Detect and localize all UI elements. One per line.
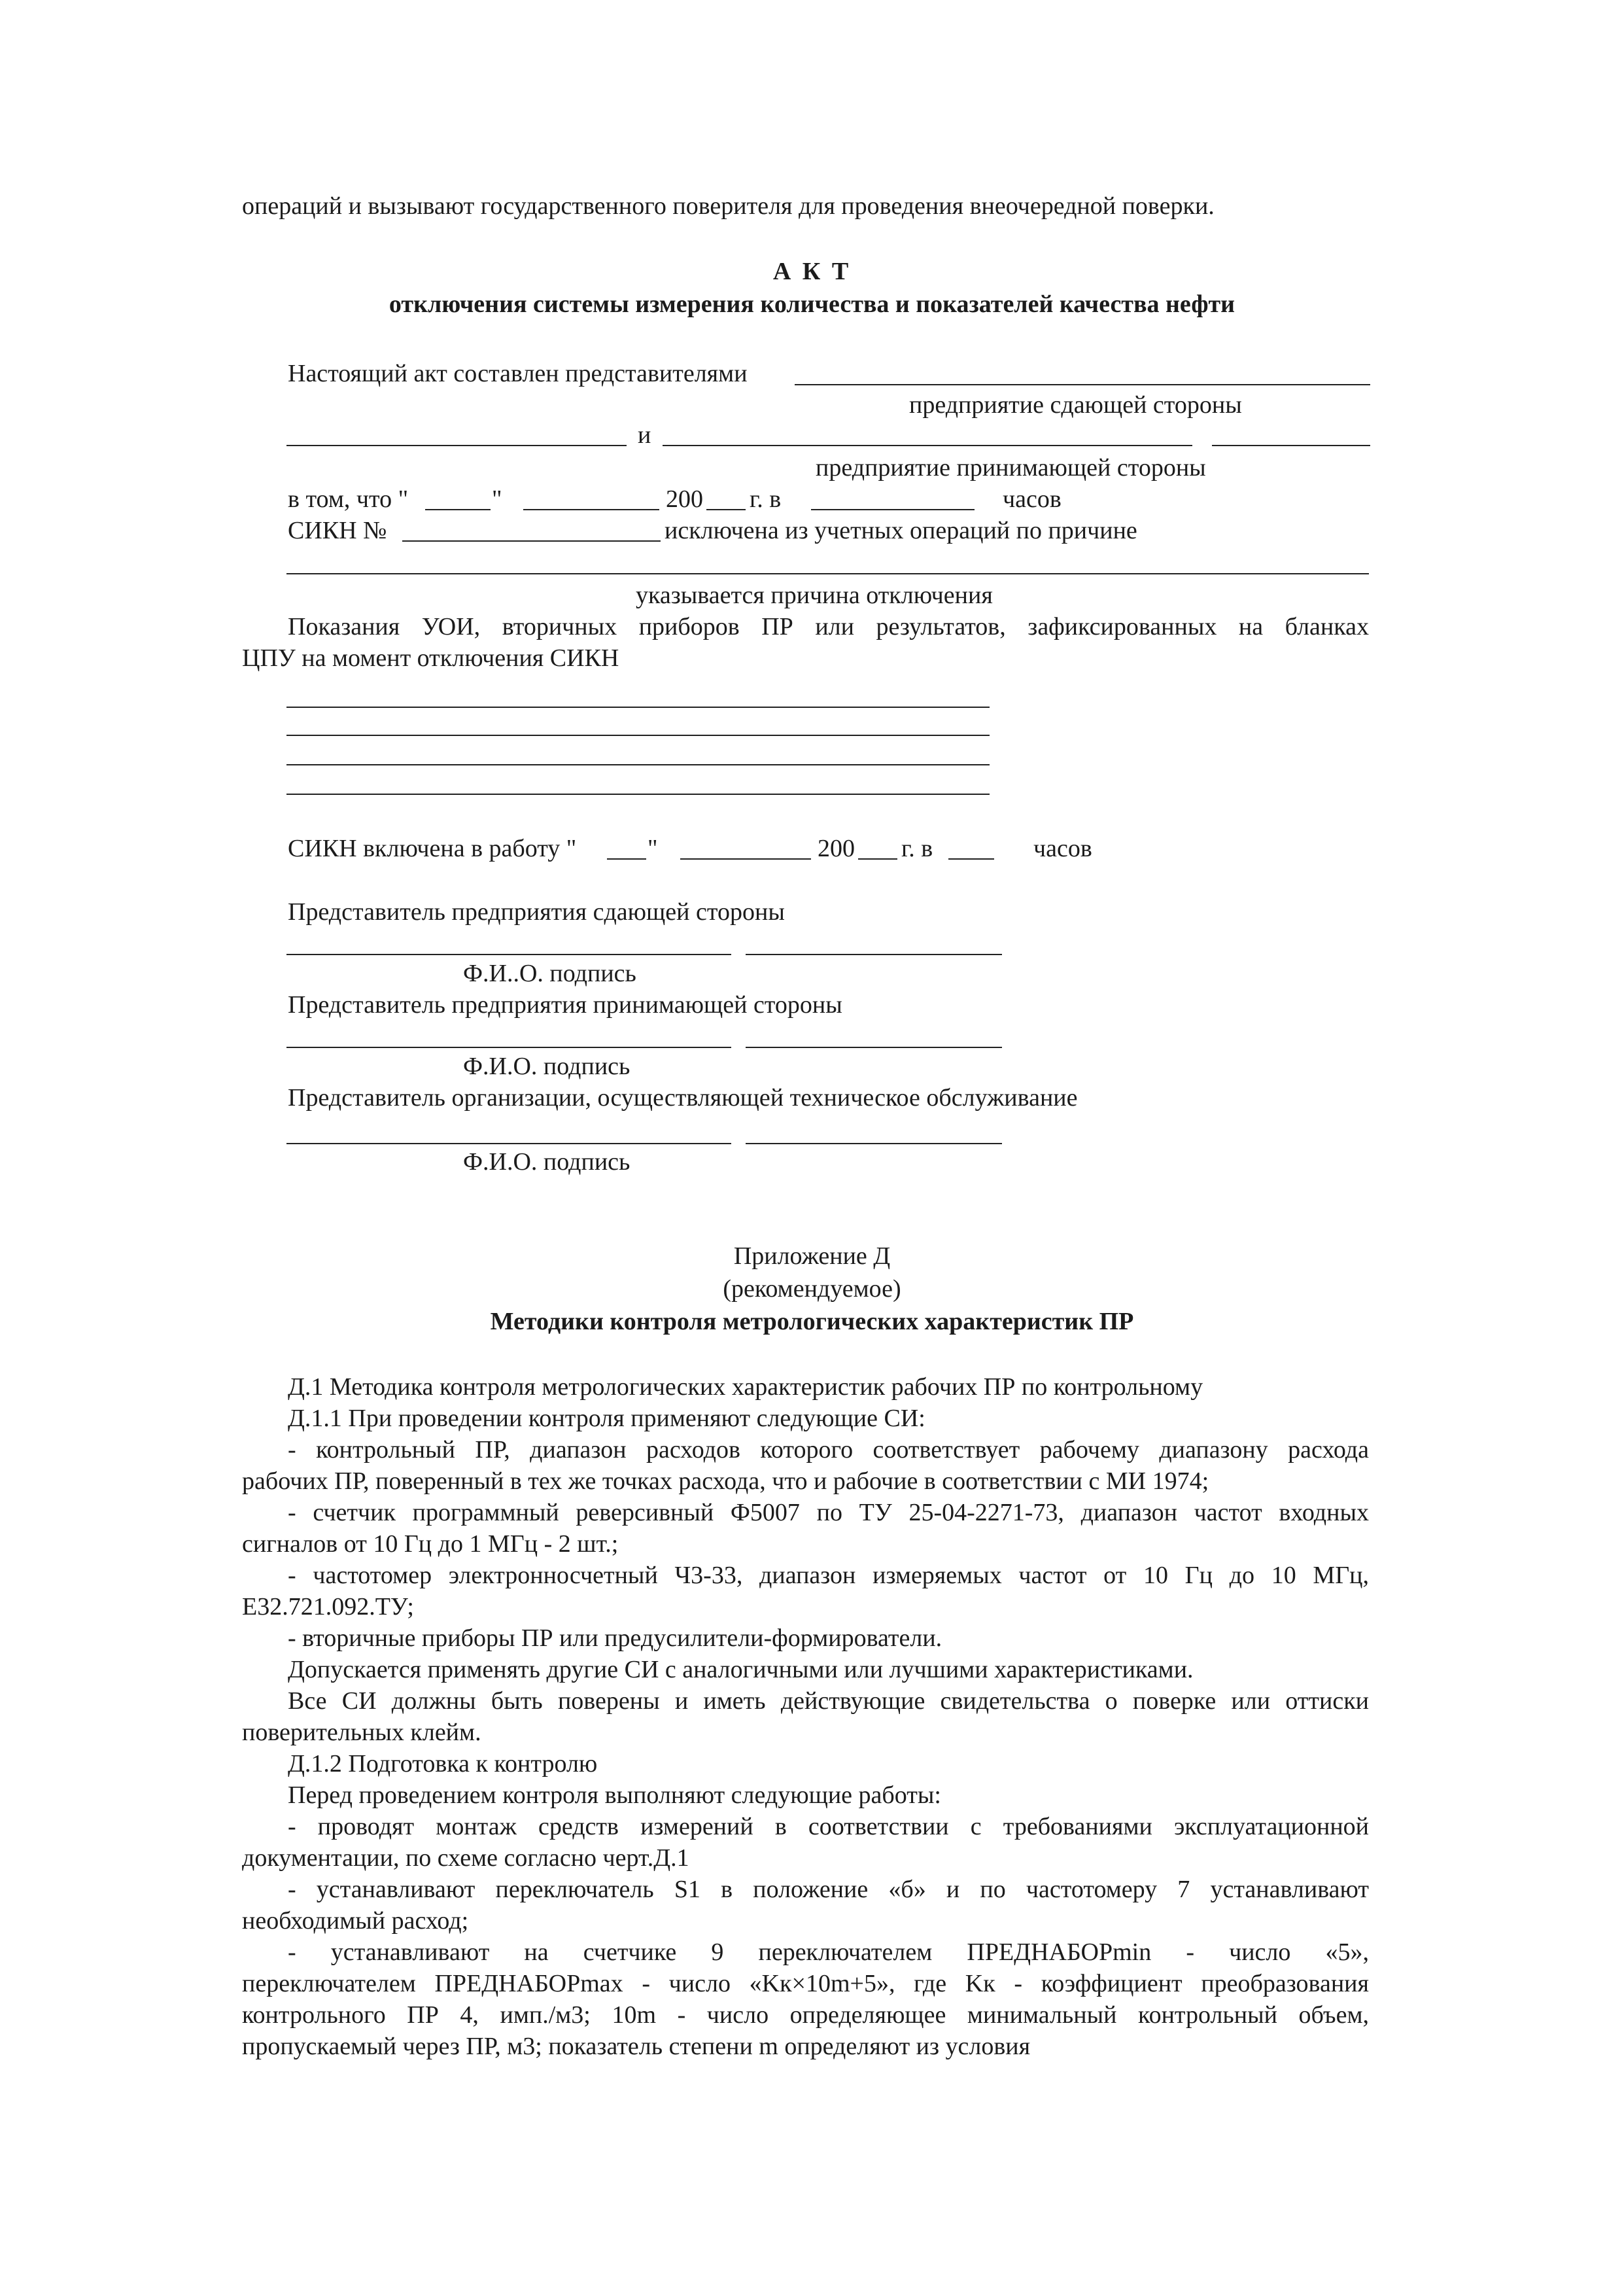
para-d1: Д.1 Методика контроля метрологических характеристик рабочих ПР по контрольному (288, 1373, 1203, 1401)
para-preset-1: - устанавливают на счетчике 9 переключателем ПРЕДНАБОРmin - число «5», (288, 1938, 1369, 1966)
appendix-title: Методики контроля метрологических характеристик ПР (490, 1308, 1134, 1335)
blank-giving-party (286, 445, 627, 446)
sig1-caption: Ф.И..О. подпись (463, 960, 636, 987)
hours-word: часов (1003, 485, 1062, 513)
sig2-name-line (286, 1047, 731, 1048)
blank-resume-hour (948, 858, 994, 860)
para-switch-1: - устанавливают переключатель S1 в положение «б» и по частотомеру 7 устанавливают (288, 1876, 1369, 1903)
para-frequency-meter-2: Е32.721.092.ТУ; (242, 1593, 414, 1621)
para-counter-1: - счетчик программный реверсивный Ф5007 по ТУ 25-04-2271-73, диапазон частот входных (288, 1499, 1369, 1526)
para-secondary-devices: - вторичные приборы ПР или предусилители-формирователи. (288, 1624, 942, 1652)
para-switch-2: необходимый расход; (242, 1907, 469, 1935)
resume-year-suffix: г. в (901, 835, 933, 862)
resumed-prefix: СИКН включена в работу " (288, 835, 577, 862)
sikn-no: СИКН № (288, 517, 387, 544)
para-d1-1: Д.1.1 При проведении контроля применяют следующие СИ: (288, 1405, 925, 1432)
para-verified-2: поверительных клейм. (242, 1719, 481, 1746)
para-control-pr-1: - контрольный ПР, диапазон расходов которого соответствует рабочему диапазону расхода (288, 1436, 1369, 1463)
appendix-kind: (рекомендуемое) (723, 1275, 901, 1303)
blank-resume-month (680, 858, 811, 860)
para-allowed-other: Допускается применять другие СИ с аналогичными или лучшими характеристиками. (288, 1656, 1194, 1683)
blank-receiving-party-1 (663, 445, 1192, 446)
caption-giving-party: предприятие сдающей стороны (909, 391, 1242, 419)
act-title: А К Т (772, 258, 852, 285)
and-word: и (638, 421, 651, 449)
caption-receiving-party: предприятие принимающей стороны (816, 454, 1206, 482)
para-control-pr-2: рабочих ПР, поверенный в тех же точках расхода, что и рабочие в соответствии с МИ 1974; (242, 1467, 1209, 1495)
act-subtitle: отключения системы измерения количества и показателей качества нефти (389, 290, 1235, 318)
readings-line-1: Показания УОИ, вторичных приборов ПР или результатов, зафиксированных на бланках (288, 613, 1369, 640)
para-mounting-2: документации, по схеме согласно черт.Д.1 (242, 1844, 689, 1872)
date-prefix: в том, что " (288, 485, 409, 513)
readings-blank-3 (286, 764, 990, 765)
appendix-label: Приложение Д (733, 1242, 891, 1270)
resumed-quote: " (648, 835, 658, 862)
para-frequency-meter-1: - частотомер электронносчетный Ч3-33, диапазон измеряемых частот от 10 Гц до 10 МГц, (288, 1562, 1369, 1589)
rep-receiving: Представитель предприятия принимающей стороны (288, 991, 842, 1019)
blank-receiving-party-2 (1212, 445, 1370, 446)
readings-blank-4 (286, 794, 990, 795)
blank-month (523, 509, 659, 510)
rep-giving: Представитель предприятия сдающей стороны (288, 898, 785, 926)
blank-resume-year (858, 858, 897, 860)
readings-line-2: ЦПУ на момент отключения СИКН (242, 644, 619, 672)
para-counter-2: сигналов от 10 Гц до 1 МГц - 2 шт.; (242, 1530, 619, 1558)
resume-year: 200 (818, 835, 855, 862)
sig2-sign-line (746, 1047, 1002, 1048)
blank-day (425, 509, 491, 510)
para-mounting-1: - проводят монтаж средств измерений в соответствии с требованиями эксплуатационной (288, 1813, 1369, 1840)
date-quote: " (492, 485, 502, 513)
readings-blank-1 (286, 707, 990, 708)
excluded-text: исключена из учетных операций по причине (665, 517, 1137, 544)
sig3-name-line (286, 1143, 731, 1144)
act-intro: Настоящий акт составлен представителями (288, 360, 748, 387)
top-line: операций и вызывают государственного поверителя для проведения внеочередной поверки. (242, 192, 1215, 220)
year-suffix: г. в (750, 485, 782, 513)
para-preset-3: контрольного ПР 4, имп./м3; 10m - число определяющее минимальный контрольный объем, (242, 2001, 1369, 2029)
blank-resume-day (607, 858, 646, 860)
sig2-caption: Ф.И.О. подпись (463, 1053, 631, 1080)
para-preset-2: переключателем ПРЕДНАБОРmax - число «Kк×10m+5», где Kк - коэффициент преобразования (242, 1970, 1369, 1997)
resume-hours-word: часов (1033, 835, 1092, 862)
para-d1-2: Д.1.2 Подготовка к контролю (288, 1750, 598, 1778)
para-verified-1: Все СИ должны быть поверены и иметь действующие свидетельства о поверке или оттиски (288, 1687, 1369, 1715)
blank-year (706, 509, 746, 510)
para-preset-4: пропускаемый через ПР, м3; показатель степени m определяют из условия (242, 2033, 1031, 2060)
sig1-name-line (286, 954, 731, 955)
blank-hour (811, 509, 975, 510)
blank-sikn-number (402, 540, 661, 542)
sig1-sign-line (746, 954, 1002, 955)
caption-reason: указывается причина отключения (636, 582, 993, 609)
year: 200 (666, 485, 703, 513)
para-before-control: Перед проведением контроля выполняют следующие работы: (288, 1781, 941, 1809)
blank-reason (286, 573, 1369, 574)
sig3-sign-line (746, 1143, 1002, 1144)
blank-representatives (795, 384, 1370, 385)
rep-service: Представитель организации, осуществляющей техническое обслуживание (288, 1084, 1078, 1112)
readings-blank-2 (286, 735, 990, 736)
sig3-caption: Ф.И.О. подпись (463, 1148, 631, 1176)
